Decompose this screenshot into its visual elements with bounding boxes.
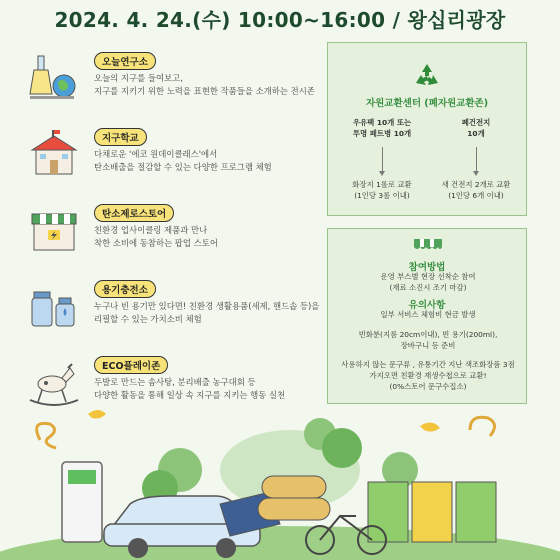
recycle-icon	[412, 61, 442, 91]
program-lab	[26, 48, 326, 118]
exchange-left-input: 우유팩 10개 또는 투명 페트병 10개	[352, 118, 412, 138]
store-awning-icon	[26, 202, 82, 258]
school-building-icon	[26, 126, 82, 182]
recycle-bin-green	[368, 482, 408, 542]
charger-screen	[68, 470, 96, 484]
right-arrow	[476, 147, 477, 173]
program-desc: 두발로 만드는 솜사탕, 분리배출 농구대회 등 다양한 활동을 통해 일상 속 지구를 지키는 행동 실천	[94, 377, 286, 400]
refill-jars-icon	[26, 278, 82, 334]
recycle-bin-green	[456, 482, 496, 542]
program-label: 탄소제로스토어	[94, 204, 174, 222]
log-pile	[262, 476, 326, 498]
tree	[322, 428, 362, 468]
notice-text: 일부 서비스 체험비 현금 발생	[380, 310, 476, 319]
program-label: 용기충전소	[94, 280, 156, 298]
left-arrow	[382, 147, 383, 173]
car-wheel	[128, 538, 148, 558]
program-label: 오늘연구소	[94, 52, 156, 70]
participate-title: 참여방법	[408, 262, 446, 273]
exchange-right-output: 새 건전지 2개로 교환 (1인당 6개 이내)	[441, 180, 511, 200]
notice-title: 유의사항	[408, 300, 446, 311]
event-date-place: 2024. 4. 24.(수) 10:00~16:00 / 왕십리광장	[54, 8, 506, 32]
bird-icon	[420, 422, 440, 431]
car-wheel	[216, 538, 236, 558]
bird-icon	[88, 410, 106, 419]
recycle-bin-yellow	[412, 482, 452, 542]
bring-items-text: 빈화분(지름 20cm이내), 빈 용기(200ml), 장바구니 등 준비	[358, 330, 498, 350]
exchange-left-output: 화장지 1롤로 교환 (1인당 3롤 이내)	[352, 180, 412, 200]
exchange-right-input: 폐건전지 10개	[461, 118, 491, 138]
stationery-exchange-text: 사용하지 않는 문구류 , 유통기간 지난 색조화장품 3점 가지오면 친환경 재생수첩으로 교환! (0%스토어 문구수집소)	[341, 360, 515, 391]
eco-city-illustration	[0, 400, 560, 560]
program-store	[26, 200, 326, 270]
program-label: ECO플레이존	[94, 356, 168, 374]
lab-flask-globe-icon	[26, 50, 82, 106]
program-refill	[26, 276, 326, 346]
program-desc: 다채로운 '에코 원데이클래스'에서 탄소배출을 절감할 수 있는 다양한 프로그램 체험	[94, 149, 272, 172]
info-panel	[327, 228, 527, 404]
swirl-decoration	[37, 423, 56, 448]
program-desc: 오늘의 지구를 들여보고, 지구를 지키기 위한 노력을 표현한 작품들을 소개하는 전시존	[94, 73, 315, 96]
program-school	[26, 124, 326, 194]
tent-awning-icon	[412, 235, 444, 257]
swirl-decoration	[470, 417, 495, 436]
program-desc: 친환경 업사이클링 제품과 만나 착한 소비에 동참하는 팝업 스토어	[94, 225, 218, 248]
exchange-title: 자원교환센터 (폐자원교환존)	[365, 98, 489, 109]
program-desc: 누구나 빈 용기만 있다면! 친환경 생활용품(세제, 핸드솝 등)을 리필할 수 있는 가치소비 체험	[94, 301, 320, 324]
program-label: 지구학교	[94, 128, 147, 146]
exchange-center-panel	[327, 42, 527, 216]
participate-text: 운영 부스별 현장 선착순 참여 (재료 소진시 조기 마감)	[380, 272, 476, 292]
